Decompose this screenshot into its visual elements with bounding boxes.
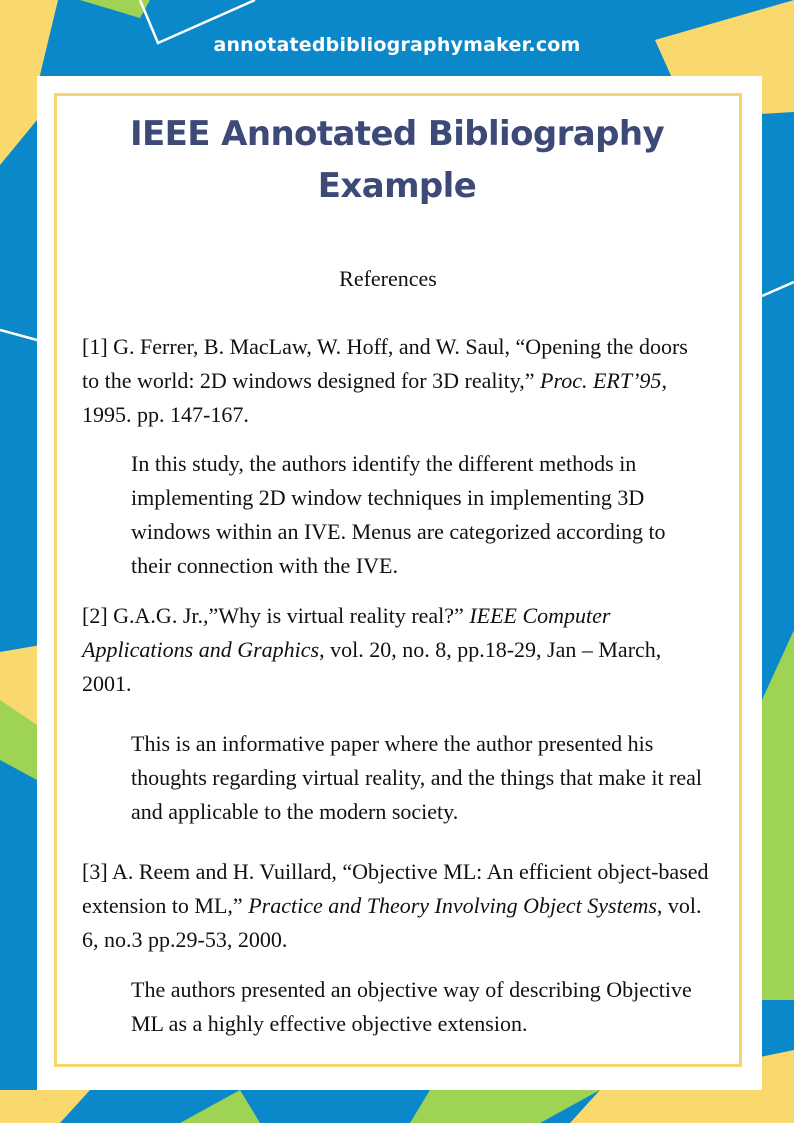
citation-source: Practice and Theory Involving Object Systems bbox=[248, 893, 657, 918]
right-green-shape bbox=[762, 630, 794, 1000]
citation-source: Proc. ERT’95 bbox=[540, 368, 662, 393]
citation-text: [1] G. Ferrer, B. MacLaw, W. Hoff, and W. Saul, “Opening the doors to the world: 2D windows designed for 3D reality,” bbox=[82, 334, 688, 393]
bottom-left-yellow-shape bbox=[0, 1090, 90, 1123]
top-left-green-shape bbox=[80, 0, 150, 18]
citation-source: IEEE Computer Applications and Graphics bbox=[82, 603, 611, 662]
reference-3-annotation: The authors presented an objective way of describing Objective ML as a highly effective objective extension. bbox=[131, 977, 692, 1036]
citation-details: , 1995. pp. 147-167. bbox=[82, 368, 667, 427]
references-heading: References bbox=[339, 266, 437, 291]
bottom-right-green-shape bbox=[410, 1090, 600, 1123]
left-line bbox=[0, 330, 37, 340]
citation-text: [3] A. Reem and H. Vuillard, “Objective ML: An efficient object-based extension to ML,” bbox=[82, 859, 709, 918]
reference-1-citation bbox=[82, 330, 710, 432]
citation-details: , vol. 6, no.3 pp.29-53, 2000. bbox=[82, 893, 702, 952]
citation-details: , vol. 20, no. 8, pp.18-29, Jan – March, 2001. bbox=[82, 637, 662, 696]
reference-1-annotation: In this study, the authors identify the different methods in implementing 2D window techniques in implementing 3D windows within an IVE. Menus are categorized according to their connection with the IVE. bbox=[131, 451, 666, 578]
reference-2-annotation: This is an informative paper where the author presented his thoughts regarding virtual reality, and the things that make it real and applicable to the modern society. bbox=[131, 731, 703, 824]
reference-2-citation bbox=[82, 599, 710, 701]
site-url[interactable]: annotatedbibliographymaker.com bbox=[213, 34, 581, 56]
reference-3-citation bbox=[82, 855, 710, 957]
bottom-left-green-shape bbox=[180, 1090, 260, 1123]
citation-text: [2] G.A.G. Jr.,”Why is virtual reality real?” bbox=[82, 603, 470, 628]
page-title: IEEE Annotated Bibliography Example bbox=[129, 114, 665, 206]
